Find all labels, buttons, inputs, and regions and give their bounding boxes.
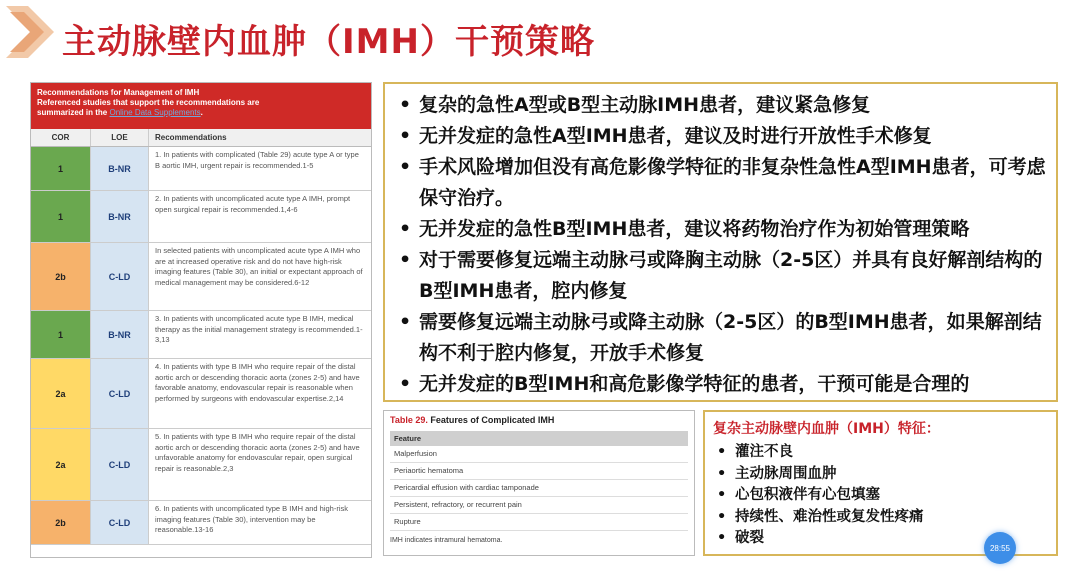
header-line-2: Referenced studies that support the recommendations are xyxy=(37,98,260,107)
recommendation-cell: 1. In patients with complicated (Table 29) acute type A or type B aortic IMH, urgent repair is recommended.1-5 xyxy=(155,150,359,170)
list-item: • 无并发症的B型IMH和高危影像学特征的患者，干预可能是合理的 xyxy=(397,369,1048,400)
loe-cell: C-LD xyxy=(91,501,149,544)
cor-cell: 2b xyxy=(31,243,91,310)
table-row xyxy=(31,191,371,243)
table-29-number: Table 29. xyxy=(390,415,428,425)
table-29-title-text: Features of Complicated IMH xyxy=(430,415,555,425)
strategy-bullets-box xyxy=(383,82,1058,402)
cor-cell: 1 xyxy=(31,191,91,242)
cor-cell: 2b xyxy=(31,501,91,544)
list-item: • 无并发症的急性B型IMH患者，建议将药物治疗作为初始管理策略 xyxy=(397,214,1048,245)
online-data-supplements-link[interactable]: Online Data Supplements xyxy=(109,108,201,117)
table-row: Periaortic hematoma xyxy=(390,463,688,480)
loe-cell: B-NR xyxy=(91,311,149,358)
recommendation-cell: 5. In patients with type B IMH who require repair of the distal aortic arch or descending thoracic aorta (zones 2-5) and have unfavorable anatomy for endovascular repair, open surgical repair is reasonable.2,3 xyxy=(155,432,360,473)
table-row xyxy=(31,359,371,429)
recommendation-rows xyxy=(31,147,371,545)
list-item: • 手术风险增加但没有高危影像学特征的非复杂性急性A型IMH患者，可考虑保守治疗。 xyxy=(397,152,1048,214)
col-recommendations: Recommendations xyxy=(155,133,227,142)
header-line-3-end: . xyxy=(200,108,203,117)
list-item: • 灌注不良 xyxy=(713,442,1048,464)
table-row: Rupture xyxy=(390,514,688,531)
cor-cell: 1 xyxy=(31,147,91,190)
timer-badge: 28:55 xyxy=(984,532,1016,564)
list-item: • 主动脉周围血肿 xyxy=(713,464,1048,486)
list-item: • 对于需要修复远端主动脉弓或降胸主动脉（2-5区）并具有良好解剖结构的B型IMH患者，腔内修复 xyxy=(397,245,1048,307)
features-title: 复杂主动脉壁内血肿（IMH）特征： xyxy=(713,421,940,437)
list-item: • 需要修复远端主动脉弓或降主动脉（2-5区）的B型IMH患者，如果解剖结构不利于腔内修复，开放手术修复 xyxy=(397,307,1048,369)
loe-cell: C-LD xyxy=(91,429,149,500)
loe-cell: B-NR xyxy=(91,147,149,190)
recommendation-cell: 3. In patients with uncomplicated acute type B IMH, medical therapy as the initial management strategy is recommended.1-3,13 xyxy=(155,314,363,344)
recommendations-table-header xyxy=(31,83,371,129)
table-row: Pericardial effusion with cardiac tamponade xyxy=(390,480,688,497)
page-title: 主动脉壁内血肿（IMH）干预策略 xyxy=(62,22,595,62)
table-29 xyxy=(383,410,695,556)
recommendation-cell: 2. In patients with uncomplicated acute type A IMH, prompt open surgical repair is recommended.1,4-6 xyxy=(155,194,351,214)
cor-cell: 2a xyxy=(31,429,91,500)
header-line-3-text: summarized in the xyxy=(37,108,108,117)
table-row xyxy=(31,243,371,311)
table-row xyxy=(31,501,371,545)
cor-cell: 2a xyxy=(31,359,91,428)
list-item: • 心包积液伴有心包填塞 xyxy=(713,485,1048,507)
strategy-bullet-list xyxy=(397,90,1048,400)
recommendation-cell: 6. In patients with uncomplicated type B IMH and high-risk imaging features (Table 30), intervention may be reasonable.13-16 xyxy=(155,504,349,534)
table-row xyxy=(31,147,371,191)
table-29-rows xyxy=(390,446,688,531)
header-line-3 xyxy=(37,108,365,118)
table-row: Malperfusion xyxy=(390,446,688,463)
table-29-footnote: IMH indicates intramural hematoma. xyxy=(390,537,503,544)
table-29-title xyxy=(390,415,688,425)
cor-cell: 1 xyxy=(31,311,91,358)
col-cor: COR xyxy=(31,129,91,146)
column-headers xyxy=(31,129,371,147)
loe-cell: B-NR xyxy=(91,191,149,242)
loe-cell: C-LD xyxy=(91,359,149,428)
header-line-1: Recommendations for Management of IMH xyxy=(37,88,200,97)
table-29-header: Feature xyxy=(390,431,688,446)
table-row xyxy=(31,429,371,501)
table-row xyxy=(31,311,371,359)
recommendations-table xyxy=(30,82,372,558)
table-row: Persistent, refractory, or recurrent pain xyxy=(390,497,688,514)
title-arrow-icon xyxy=(6,6,54,58)
loe-cell: C-LD xyxy=(91,243,149,310)
list-item: • 持续性、难治性或复发性疼痛 xyxy=(713,507,1048,529)
recommendation-cell: In selected patients with uncomplicated acute type A IMH who are at increased operative risk and do not have high-risk imaging features (Table 30), an initial or expectant approach of medical management may be considered.6-12 xyxy=(155,246,363,287)
list-item: • 无并发症的急性A型IMH患者，建议及时进行开放性手术修复 xyxy=(397,121,1048,152)
list-item: • 复杂的急性A型或B型主动脉IMH患者，建议紧急修复 xyxy=(397,90,1048,121)
recommendation-cell: 4. In patients with type B IMH who require repair of the distal aortic arch or descending thoracic aorta (zones 2-5) and have favorable anatomy, endovascular repair is reasonable when performed by surgeons with endovascular expertise.2,14 xyxy=(155,362,360,403)
list-item: • 破裂 xyxy=(713,528,1048,550)
col-loe: LOE xyxy=(91,129,149,146)
